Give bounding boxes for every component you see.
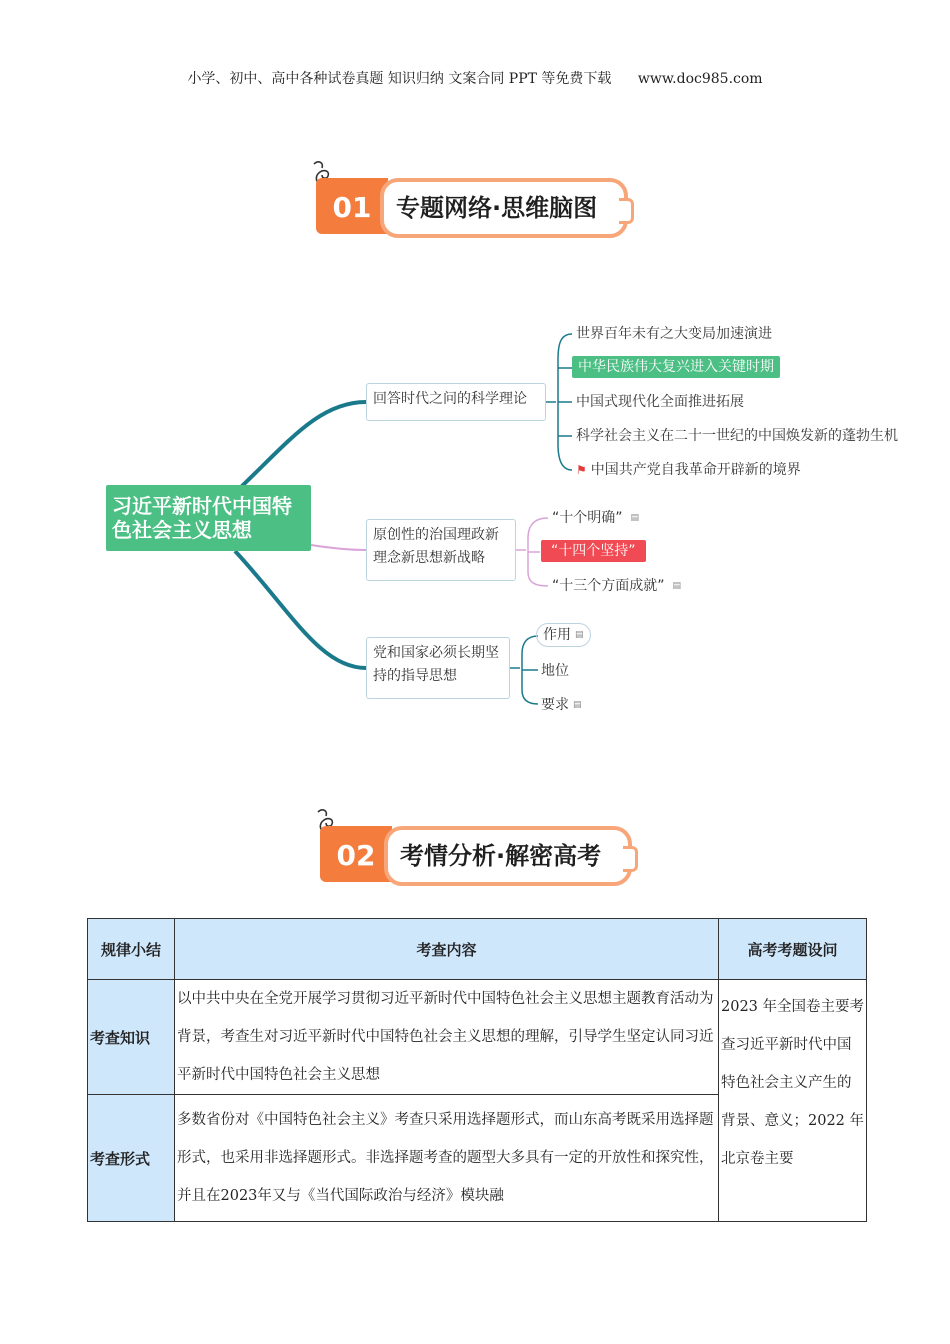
branch-2: 原创性的治国理政新理念新思想新战略 <box>366 519 516 581</box>
note-icon: ▤ <box>672 581 682 591</box>
table-header: 高考考题设问 <box>719 919 867 980</box>
branch-1: 回答时代之问的科学理论 <box>366 383 546 421</box>
header-site: www.doc985.com <box>637 71 763 87</box>
note-icon: ▤ <box>630 513 640 523</box>
row-label: 考查知识 <box>88 980 175 1095</box>
section2-title: 考情分析·解密高考 <box>384 826 632 886</box>
section2-banner <box>320 826 638 886</box>
leaf-1-2: 中华民族伟大复兴进入关键时期 <box>572 356 780 378</box>
leaf-3-3: 要求 <box>541 697 569 713</box>
row-content: 多数省份对《中国特色社会主义》考查只采用选择题形式，而山东高考既采用选择题形式，也采用非选择题形式。非选择题考查的题型大多具有一定的开放性和探究性，并且在2023年又与《当代国际政治与经济》模块融 <box>175 1095 719 1222</box>
leaf-1-5: 中国共产党自我革命开辟新的境界 <box>590 462 801 478</box>
leaf-3-1: 作用 <box>543 627 571 643</box>
leaf-3-1-wrap <box>536 623 591 647</box>
leaf-1-4: 科学社会主义在二十一世纪的中国焕发新的蓬勃生机 <box>576 428 898 444</box>
table-row <box>88 980 867 1095</box>
leaf-3-3-wrap <box>541 694 582 716</box>
leaf-2-3: “十三个方面成就” <box>552 578 665 594</box>
leaf-3-2: 地位 <box>541 663 569 679</box>
note-icon: ▤ <box>575 630 584 640</box>
branch-3: 党和国家必须长期坚持的指导思想 <box>366 637 510 699</box>
table-header: 规律小结 <box>88 919 175 980</box>
row-label: 考查形式 <box>88 1095 175 1222</box>
leaf-2-1: “十个明确” <box>552 510 623 526</box>
note-icon: ▤ <box>573 700 582 710</box>
header-text: 小学、初中、高中各种试卷真题 知识归纳 文案合同 PPT 等免费下载 <box>187 71 612 87</box>
flag-icon: ⚑ <box>576 463 587 477</box>
exam-analysis-table <box>87 918 867 1222</box>
section1-number: 01 <box>316 178 388 234</box>
table-header: 考查内容 <box>175 919 719 980</box>
mindmap-root: 习近平新时代中国特色社会主义思想 <box>106 485 311 551</box>
section1-title: 专题网络·思维脑图 <box>380 178 628 238</box>
leaf-2-1-wrap <box>552 507 639 529</box>
side-content: 2023 年全国卷主要考查习近平新时代中国特色社会主义产生的背景、意义；2022 年北京卷主要 <box>719 980 867 1222</box>
row-content: 以中共中央在全党开展学习贯彻习近平新时代中国特色社会主义思想主题教育活动为背景，考查生对习近平新时代中国特色社会主义思想的理解，引导学生坚定认同习近平新时代中国特色社会主义思想 <box>175 980 719 1095</box>
leaf-1-5-wrap <box>576 459 801 481</box>
table-header-row <box>88 919 867 980</box>
leaf-1-1: 世界百年未有之大变局加速演进 <box>576 326 772 342</box>
leaf-2-3-wrap <box>552 575 681 597</box>
leaf-2-2: “十四个坚持” <box>541 540 646 562</box>
leaf-1-3: 中国式现代化全面推进拓展 <box>576 394 744 410</box>
section2-number: 02 <box>320 826 392 882</box>
